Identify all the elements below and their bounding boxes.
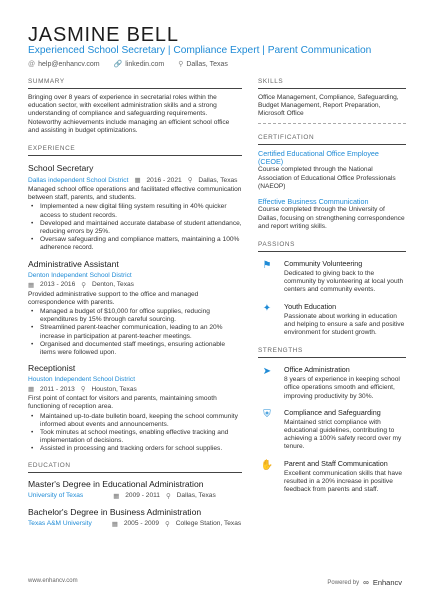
candidate-headline: Experienced School Secretary | Compliance Expert | Parent Communication [28, 45, 372, 56]
passion-title: Youth Education [284, 301, 337, 311]
experience-heading: EXPERIENCE [28, 145, 242, 156]
job-bullet: • Maintained up-to-date bulletin board, keeping the school community informed about events and announcements. [28, 413, 242, 429]
job-bullet: • Assisted in processing and tracking orders for school supplies. [28, 445, 242, 453]
passion-title: Community Volunteering [284, 259, 363, 269]
flag-icon: ⚑ [262, 260, 272, 272]
passion-desc: Passionate about working in education and helping to ensure a safe and positive environment for student growth. [284, 312, 405, 337]
job-meta [28, 272, 242, 279]
passion-item [258, 259, 406, 295]
certification-heading: CERTIFICATION [258, 134, 406, 145]
job-bullet: • Developed and maintained accurate database of student attendance, reducing errors by 25%. [28, 220, 242, 236]
linkedin-text: linkedin.com [125, 60, 165, 68]
job-company: Houston Independent School District [28, 376, 136, 384]
job-bullet: • Organised and documented staff meetings, ensuring actionable items were followed upon. [28, 341, 242, 357]
cert-name: Effective Business Communication [258, 197, 369, 207]
email-text: help@enhancv.com [38, 60, 100, 68]
strength-title: Compliance and Safeguarding [284, 407, 381, 417]
job-bullet: • Streamlined parent-teacher communication, leading to an 20% increase in participation at parent-teacher meetings. [28, 324, 242, 340]
job-entry [28, 259, 242, 358]
job-meta-dates [28, 281, 242, 289]
job-entry [28, 363, 242, 453]
at-icon: @ [28, 60, 36, 68]
job-company: Denton Independent School District [28, 271, 132, 279]
footer-website[interactable]: www.enhancv.com [28, 578, 78, 584]
pin-icon: ⚲ [178, 61, 184, 68]
skills-heading: SKILLS [258, 78, 406, 89]
contact-email[interactable] [28, 61, 100, 68]
edu-dates: 2005 - 2009 [123, 520, 160, 528]
pin-icon: ⚲ [165, 492, 171, 500]
strengths-heading: STRENGTHS [258, 347, 406, 358]
education-entry [28, 479, 242, 500]
job-dates: 2011 - 2013 [40, 385, 75, 393]
skills-text: Office Management, Compliance, Safeguarding, Budget Management, Report Preparation, Microsoft Office [258, 94, 406, 124]
job-bullet: • Took minutes at school meetings, enabling effective tracking and implementation of decisions. [28, 429, 242, 445]
pin-icon: ⚲ [187, 177, 193, 185]
job-dates: 2013 - 2016 [40, 281, 76, 289]
passion-desc: Dedicated to giving back to the community by volunteering at local youth centers and community events. [284, 270, 404, 294]
education-heading: EDUCATION [28, 462, 242, 473]
job-bullet: • Managed a budget of $10,000 for office supplies, reducing expenditures by 15% through careful sourcing. [28, 308, 242, 324]
enhancv-logo-icon: ∞ [363, 578, 369, 587]
edu-school: University of Texas [28, 492, 84, 500]
job-location: Dallas, Texas [198, 176, 238, 184]
candidate-name: JASMINE BELL [28, 24, 179, 46]
page-footer [28, 578, 402, 587]
education-entry [28, 507, 242, 528]
calendar-icon: ▦ [134, 177, 141, 185]
job-bullets [28, 308, 242, 357]
pin-icon: ⚲ [81, 281, 86, 289]
pin-icon: ⚲ [80, 386, 86, 394]
footer-brand[interactable]: Enhancv [372, 578, 402, 587]
edu-school: Texas A&M University [28, 520, 92, 528]
footer-powered-text: Powered by [327, 579, 360, 586]
job-summary: First point of contact for visitors and parents, maintaining smooth functioning of reception area. [28, 395, 217, 411]
edu-meta [28, 492, 242, 500]
link-icon: 🔗 [113, 61, 123, 68]
summary-heading: SUMMARY [28, 78, 242, 89]
strength-desc: 8 years of experience in keeping school office operations smooth and efficient, improving productivity by 30%. [284, 376, 400, 400]
edu-dates: 2009 - 2011 [125, 492, 160, 500]
passion-item [258, 302, 406, 338]
job-company: Dallas independent School District [28, 176, 129, 184]
job-meta [28, 176, 242, 184]
calendar-icon: ▦ [28, 281, 35, 289]
summary-text: Bringing over 8 years of experience in secretarial roles within the education sector, with excellent administration skills and a strong understanding of compliance and safeguarding requirements. Noteworthy achievements include managing an efficient school office and assisting in budget optimizations. [28, 94, 230, 134]
cert-desc: Course completed through the National Association of Educational Office Professionals (NAEOP) [258, 166, 396, 190]
footer-powered [327, 578, 402, 587]
job-meta [28, 376, 242, 383]
pin-icon: ⚲ [165, 520, 170, 528]
rocket-icon: ➤ [262, 366, 272, 378]
cert-name: Certified Educational Office Employee (CEOE) [258, 148, 379, 167]
calendar-icon: ▦ [111, 520, 118, 528]
edu-location: College Station, Texas [175, 520, 242, 528]
job-location: Houston, Texas [91, 385, 137, 393]
job-title: Receptionist [28, 363, 76, 374]
job-bullet: • Implemented a new digital filing system resulting in 40% quicker access to student records. [28, 203, 242, 219]
strength-title: Parent and Staff Communication [284, 458, 388, 468]
job-bullet: • Oversaw safeguarding and compliance matters, maintaining a 100% adherence record. [28, 236, 242, 252]
edu-location: Dallas, Texas [176, 492, 216, 500]
job-title: Administrative Assistant [28, 258, 119, 269]
job-summary: Managed school office operations and facilitated effective communication between staff, parents, and students. [28, 186, 242, 202]
shield-icon: ⛨ [263, 408, 271, 420]
handshake-icon: ✋ [260, 459, 274, 471]
strength-title: Office Administration [284, 365, 350, 375]
contact-row [28, 60, 228, 68]
strength-desc: Excellent communication skills that have resulted in a 20% increase in positive feedback from parents and staff. [284, 469, 403, 494]
job-dates: 2016 - 2021 [146, 176, 182, 184]
job-summary: Provided administrative support to the office and managed correspondence with parents. [28, 290, 199, 306]
edu-degree: Master's Degree in Educational Administration [28, 478, 204, 489]
job-bullets [28, 413, 242, 454]
strength-item [258, 408, 406, 452]
job-meta-dates [28, 385, 242, 393]
edu-degree: Bachelor's Degree in Business Administration [28, 506, 202, 517]
cert-desc: Course completed through the University of Dallas, focusing on strengthening correspondence and report writing skills. [258, 206, 405, 230]
passions-heading: PASSIONS [258, 241, 406, 252]
contact-location [178, 60, 228, 68]
job-bullets [28, 203, 242, 252]
sparkle-icon: ✦ [262, 302, 272, 314]
contact-linkedin[interactable] [114, 60, 165, 68]
location-text: Dallas, Texas [186, 60, 228, 68]
job-location: Denton, Texas [91, 281, 134, 289]
strength-item [258, 459, 406, 495]
right-column [258, 78, 406, 501]
edu-meta [28, 520, 242, 528]
strength-item [258, 365, 406, 401]
strength-desc: Maintained strict compliance with educational guidelines, contributing to achieving a 100% safety record over my tenure. [284, 418, 402, 451]
job-entry [28, 163, 242, 253]
calendar-icon: ▦ [113, 492, 120, 500]
job-title: School Secretary [28, 163, 94, 174]
calendar-icon: ▦ [28, 386, 35, 394]
left-column [28, 78, 242, 530]
